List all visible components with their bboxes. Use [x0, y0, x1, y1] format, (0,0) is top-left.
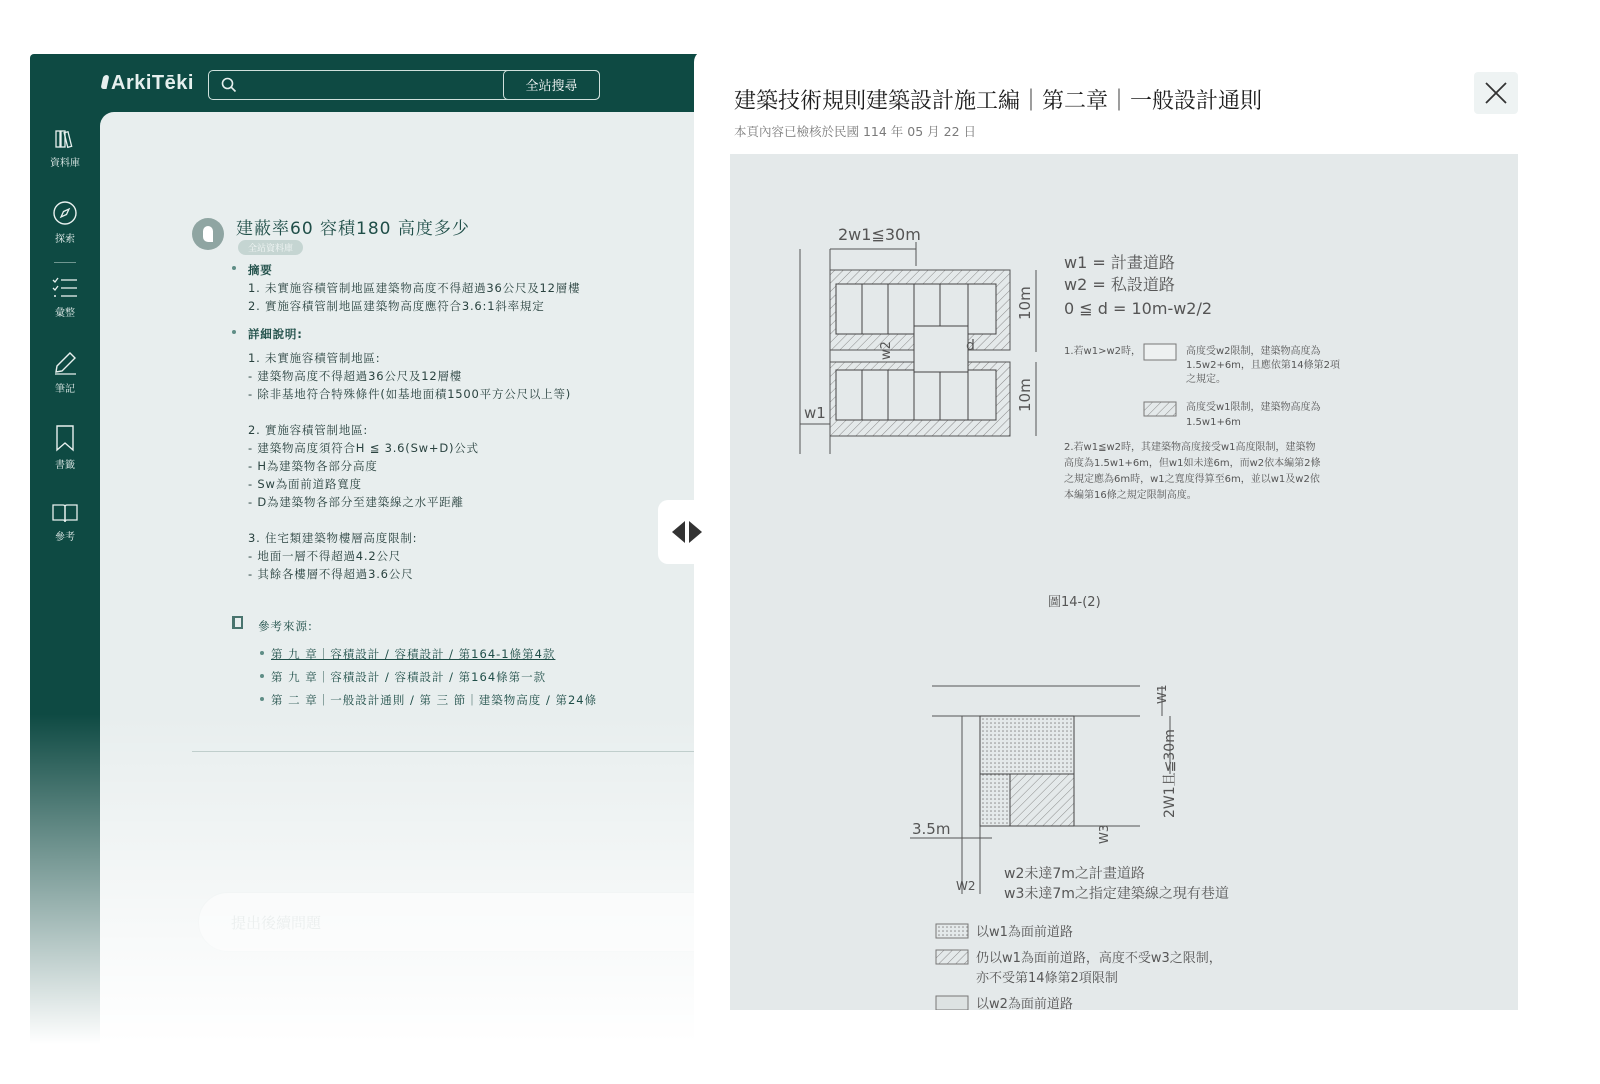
fig2-legend: 亦不受第14條第2項限制 [976, 971, 1118, 986]
detail-heading: 詳細說明: [248, 327, 303, 341]
detail-line: - 其餘各樓層不得超過3.6公尺 [248, 567, 414, 581]
followup-input[interactable] [231, 911, 671, 935]
sidebar-item-notes[interactable] [30, 350, 100, 395]
summary-heading: 摘要 [248, 263, 273, 277]
dim-10m-lower: 10m [1016, 378, 1034, 412]
top-bar [30, 54, 730, 112]
references-heading: 參考來源: [258, 619, 313, 633]
dim-top-label: 2w1≦30m [838, 225, 921, 244]
document-panel [694, 50, 1570, 1050]
fig2-35m-label: 3.5m [912, 820, 951, 838]
answer-avatar [192, 218, 224, 250]
summary-line: 1. 未實施容積管制地區建築物高度不得超過36公尺及12層樓 [248, 281, 581, 295]
legend-line: w1 = 計畫道路 [1064, 253, 1175, 272]
close-button[interactable] [1474, 72, 1518, 114]
logo-text: ArkiTēki [111, 72, 194, 94]
split-resize-handle[interactable] [658, 500, 708, 564]
library-icon [30, 128, 100, 150]
note-line: 之規定應為6m時，w1之寬度得算至6m，並以w1及w2依 [1064, 474, 1320, 485]
fig2-dim-label: 2W1且≦30m [1162, 729, 1178, 818]
note-prefix: 1.若w1>w2時， [1064, 346, 1142, 357]
label-w1: w1 [804, 404, 826, 422]
detail-line: 1. 未實施容積管制地區: [248, 351, 381, 365]
detail-line: - 除非基地符合特殊條件(如基地面積1500平方公尺以上等) [248, 387, 572, 401]
sidebar-item-label: 探索 [55, 234, 75, 245]
figure-legend [1064, 253, 1340, 501]
sidebar-item-bookmarks[interactable] [30, 424, 100, 471]
document-title: 建築技術規則建築設計施工編｜第二章｜一般設計通則 [734, 89, 1263, 114]
question-title: 建蔽率60 容積180 高度多少 [236, 219, 470, 239]
fig2-note: w2未達7m之計畫道路 [1004, 866, 1145, 882]
fig2-legend: 以w2為面前道路 [976, 997, 1073, 1010]
app-window [30, 54, 1570, 1044]
legend-line: w2 = 私設道路 [1064, 275, 1175, 294]
note-line: 1.5w1+6m [1186, 417, 1241, 428]
label-d: d [966, 338, 975, 354]
detail-line: - 建築物高度須符合H ≦ 3.6(Sw+D)公式 [248, 441, 479, 455]
sidebar-item-label: 彙整 [55, 308, 75, 319]
bullet [260, 674, 264, 678]
sidebar-divider [54, 262, 76, 263]
figure-road-diagram [800, 225, 1036, 454]
fig2-legend: 仍以w1為面前道路，高度不受w3之限制， [976, 951, 1222, 966]
detail-line: 3. 住宅類建築物樓層高度限制: [248, 531, 418, 545]
reference-link[interactable]: 第 九 章｜容積設計 / 容積設計 / 第164-1條第4款 [271, 647, 556, 661]
document-verified-date: 本頁內容已檢核於民國 114 年 05 月 22 日 [734, 124, 977, 139]
section-divider [192, 751, 730, 752]
followup-box [198, 892, 730, 952]
sidebar-item-label: 書籤 [55, 460, 75, 471]
reference-book-icon [232, 616, 243, 629]
book-icon [30, 502, 100, 524]
bullet [260, 651, 264, 655]
bullet [232, 266, 236, 270]
fig2-w2-label: W2 [956, 879, 976, 893]
sidebar-item-label: 資料庫 [50, 158, 80, 169]
logo[interactable] [102, 72, 194, 95]
note-line: 1.5w2+6m，且應依第14條第2項 [1186, 360, 1341, 371]
sidebar-item-label: 參考 [55, 532, 75, 543]
detail-line: - 地面一層不得超過4.2公尺 [248, 549, 402, 563]
regulation-figure [730, 154, 1518, 1010]
bullet [232, 330, 236, 334]
legend-line: 0 ≦ d = 10m-w2/2 [1064, 299, 1213, 318]
sidebar-item-explore[interactable] [30, 200, 100, 245]
search-icon [221, 77, 237, 97]
detail-line: 2. 實施容積管制地區: [248, 423, 369, 437]
pencil-icon [30, 350, 100, 376]
sidebar-item-library[interactable] [30, 128, 100, 169]
sidebar [30, 112, 100, 1044]
summary-line: 2. 實施容積管制地區建築物高度應符合3.6:1斜率規定 [248, 299, 545, 313]
note-line: 高度為1.5w1+6m，但w1如未達6m，而w2依本編第2條 [1064, 458, 1321, 469]
note-line: 2.若w1≦w2時，其建築物高度接受w1高度限制，建築物 [1064, 442, 1316, 453]
sidebar-item-references[interactable] [30, 502, 100, 543]
fig2-w1-label: W1 [1155, 684, 1169, 704]
note-line: 高度受w1限制，建築物高度為 [1186, 402, 1321, 413]
dim-10m-upper: 10m [1016, 286, 1034, 320]
sidebar-item-label: 筆記 [55, 384, 75, 395]
note-line: 高度受w2限制，建築物高度為 [1186, 346, 1321, 357]
search-box [208, 70, 600, 100]
detail-line: - D為建築物各部分至建築線之水平距離 [248, 495, 464, 509]
chat-app [30, 54, 730, 1044]
compass-icon [30, 200, 100, 226]
bookmark-icon [30, 424, 100, 452]
note-line: 之規定。 [1186, 374, 1226, 385]
fig2-w3-label: W3 [1097, 824, 1111, 844]
detail-line: - Sw為面前道路寬度 [248, 477, 362, 491]
sidebar-item-summary[interactable] [30, 276, 100, 319]
detail-line: - 建築物高度不得超過36公尺及12層樓 [248, 369, 463, 383]
global-search-button[interactable]: 全站搜尋 [503, 70, 600, 100]
label-w2: w2 [879, 341, 894, 360]
reference-link[interactable]: 第 九 章｜容積設計 / 容積設計 / 第164條第一款 [271, 670, 547, 684]
search-input[interactable] [245, 74, 485, 96]
reference-link[interactable]: 第 二 章｜一般設計通則 / 第 三 節｜建築物高度 / 第24條 [271, 693, 598, 707]
bullet [260, 697, 264, 701]
logo-mark [101, 75, 110, 89]
fig2-legend: 以w1為面前道路 [976, 925, 1073, 940]
fig2-note: w3未達7m之指定建築線之現有巷道 [1004, 886, 1229, 902]
note-line: 本編第16條之規定限制高度。 [1064, 490, 1197, 501]
figure-caption: 圖14-(2) [1048, 595, 1101, 610]
detail-line: - H為建築物各部分高度 [248, 459, 378, 473]
checklist-icon [30, 276, 100, 300]
source-badge: 全站資料庫 [238, 240, 303, 255]
figure-corner-lot-diagram [910, 685, 1229, 1011]
